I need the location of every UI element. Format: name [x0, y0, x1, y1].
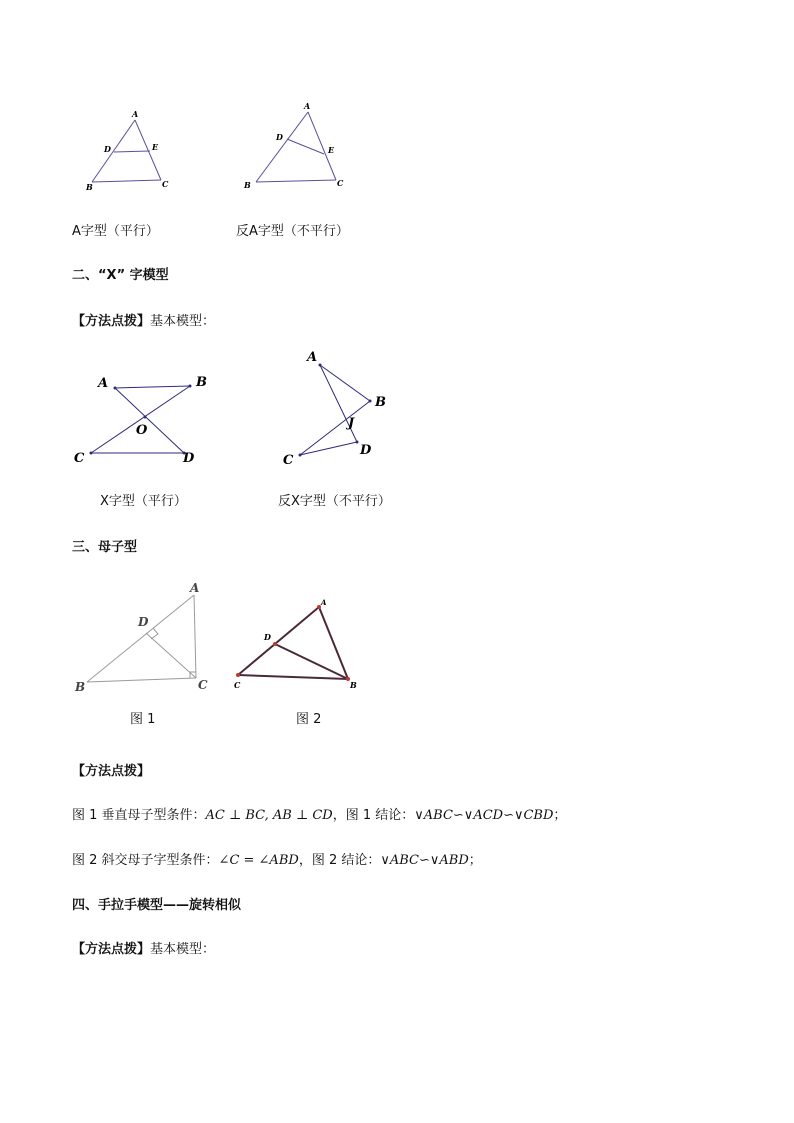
label-C: C	[337, 178, 344, 188]
label-D: D	[183, 451, 195, 466]
line1-math: AC ⊥ BC, AB ⊥ CD	[205, 808, 333, 823]
line2-conclusion: ∨ABC∽∨ABD	[380, 853, 469, 868]
figure-1-caption: 图 1	[130, 712, 156, 727]
label-E: E	[152, 142, 159, 152]
label-A: A	[98, 376, 109, 391]
label-B: B	[375, 395, 386, 410]
label-C: C	[234, 680, 241, 690]
label-O: O	[136, 423, 148, 438]
x-type-figure	[70, 370, 220, 470]
anti-a-type-caption: 反A字型（不平行）	[236, 224, 349, 239]
label-J: J	[348, 416, 355, 431]
label-A: A	[132, 109, 139, 119]
oblique-mother-child-figure	[228, 595, 368, 695]
label-A: A	[321, 598, 327, 607]
label-C: C	[162, 179, 169, 189]
label-A: A	[304, 101, 311, 111]
label-A: A	[307, 350, 318, 365]
a-type-caption: A字型（平行）	[72, 224, 159, 239]
label-A: A	[190, 581, 200, 595]
label-C: C	[74, 451, 85, 466]
method-text: 基本模型：	[150, 942, 216, 957]
line1-end: ；	[553, 808, 567, 823]
anti-a-type-figure	[240, 95, 360, 200]
a-type-figure	[80, 100, 180, 200]
perpendicular-mother-child-figure	[70, 578, 220, 693]
x-type-caption: X字型（平行）	[100, 494, 187, 509]
anti-x-type-figure	[280, 345, 400, 470]
label-D: D	[138, 615, 149, 629]
label-D: D	[360, 443, 372, 458]
label-D: D	[264, 632, 271, 642]
label-B: B	[86, 182, 93, 192]
line1-mid: ，图 1 结论：	[332, 808, 415, 823]
label-C: C	[283, 453, 294, 468]
label-B: B	[244, 180, 251, 190]
section-x-heading: 二、“X” 字模型	[72, 268, 169, 283]
line2-end: ；	[468, 853, 482, 868]
method-label: 【方法点拨】	[72, 314, 151, 329]
line2-prefix: 图 2 斜交母子字型条件：	[72, 853, 219, 868]
label-B: B	[196, 375, 207, 390]
label-C: C	[198, 678, 208, 692]
line2-mid: ，图 2 结论：	[298, 853, 381, 868]
label-E: E	[328, 145, 335, 155]
label-D: D	[276, 132, 283, 142]
perpendicular-condition-line	[72, 804, 566, 823]
line2-math: ∠C = ∠ABD	[218, 853, 299, 868]
label-B: B	[350, 680, 357, 690]
oblique-condition-line	[72, 849, 482, 868]
mz-method-label: 【方法点拨】	[72, 764, 151, 779]
figure-2-caption: 图 2	[296, 712, 322, 727]
x-method-line	[72, 310, 215, 329]
method-text: 基本模型：	[150, 314, 216, 329]
section-hand-heading: 四、手拉手模型——旋转相似	[72, 898, 242, 913]
label-B: B	[75, 680, 86, 693]
anti-x-type-caption: 反X字型（不平行）	[278, 494, 391, 509]
hand-method-line	[72, 938, 215, 957]
method-label: 【方法点拨】	[72, 942, 151, 957]
section-mz-heading: 三、母子型	[72, 540, 138, 555]
line1-conclusion: ∨ABC∽∨ACD∽∨CBD	[414, 808, 554, 823]
line1-prefix: 图 1 垂直母子型条件：	[72, 808, 206, 823]
label-D: D	[104, 144, 111, 154]
